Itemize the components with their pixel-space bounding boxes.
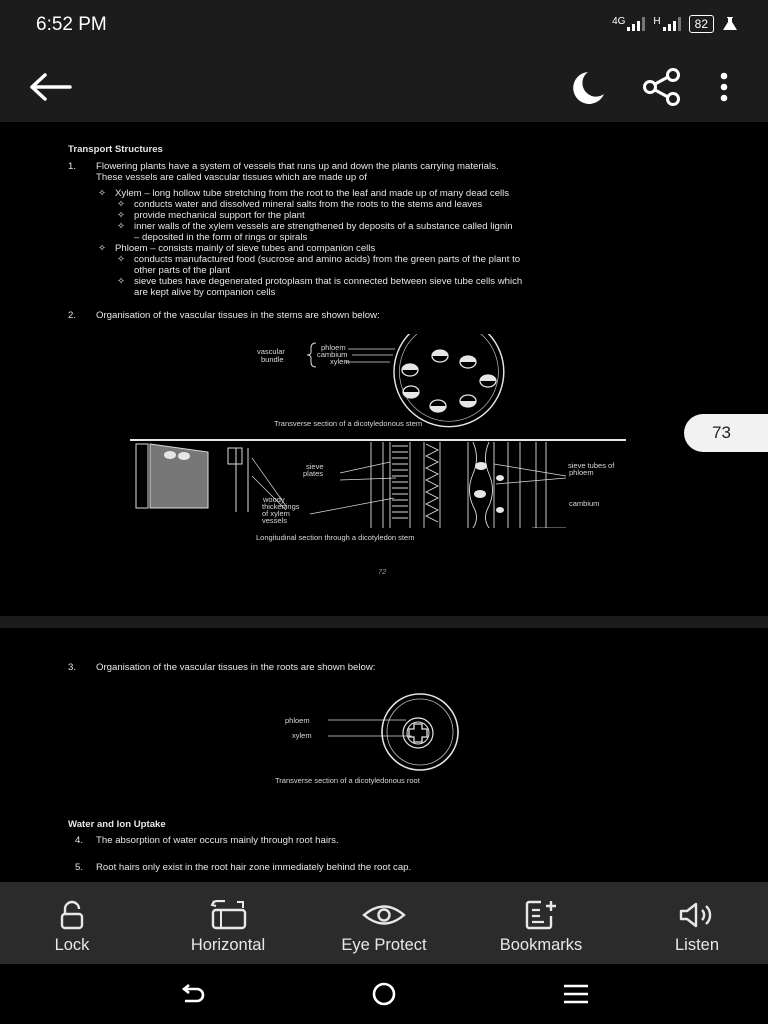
battery-icon [689,15,714,33]
bullet-diamond-icon: ✧ [117,199,126,210]
paragraph-line: The absorption of water occurs mainly through root hairs. [96,835,339,846]
sub-bullet-text: conducts manufactured food (sucrose and amino acids) from the green parts of the plant to [134,254,521,265]
document-page-72[interactable] [0,122,768,616]
back-arrow-icon [28,67,76,107]
listen-button[interactable] [627,882,767,964]
diagram-label: sieve tubes of [568,461,615,470]
stem-longitudinal-section-diagram [128,438,638,528]
bookmarks-label: Bookmarks [499,936,583,954]
eye-icon [361,900,407,930]
page-number: 72 [378,567,387,576]
nav-recents-icon [561,982,591,1006]
diagram-caption: Transverse section of a dicotyledonous root [275,776,420,785]
app-bar [0,52,768,122]
sub-bullet-text: inner walls of the xylem vessels are strengthened by deposits of a substance called lignin [134,221,513,232]
item-number: 5. [75,862,84,873]
item-number: 2. [68,310,77,321]
lock-label: Lock [54,936,90,954]
diagram-label: phloem [321,343,346,352]
bullet-diamond-icon: ✧ [117,210,126,221]
item-number: 4. [75,835,84,846]
sub-bullet-text: provide mechanical support for the plant [134,210,305,221]
paragraph-line: Organisation of the vascular tissues in the roots are shown below: [96,662,376,673]
diagram-label: xylem [330,357,350,366]
section-heading: Water and Ion Uptake [68,819,166,830]
current-page-badge[interactable]: 73 [684,414,768,452]
bullet-diamond-icon: ✧ [98,188,107,199]
listen-label: Listen [674,936,720,954]
diagram-label: vessels [262,516,288,525]
battery-level: 82 [694,17,708,31]
diagram-label: phloem [569,468,594,477]
horizontal-label: Horizontal [190,936,266,954]
sub-bullet-text: are kept alive by companion cells [134,287,276,298]
system-nav-bar [0,964,768,1024]
rotate-screen-icon [205,900,251,930]
status-icons [612,15,738,33]
share-icon [640,66,684,108]
diagram-label: bundle [261,355,284,364]
bullet-diamond-icon: ✧ [117,276,126,287]
network-type-label-2: H [653,15,661,27]
bullet-diamond-icon: ✧ [117,254,126,265]
signal-strength-icon [627,17,645,31]
nav-home-icon [369,982,399,1006]
diagram-caption: Transverse section of a dicotyledonous stem [274,419,423,428]
root-transverse-section-diagram [320,692,490,776]
horizontal-button[interactable] [158,882,298,964]
bookmarks-button[interactable] [471,882,611,964]
paragraph-line: Organisation of the vascular tissues in the stems are shown below: [96,310,380,321]
bullet-text: Xylem – long hollow tube stretching from the root to the leaf and made up of many dead cells [115,188,510,199]
paragraph-line: Root hairs only exist in the root hair zone immediately behind the root cap. [96,862,412,873]
paragraph-line: Flowering plants have a system of vessels that runs up and down the plants carrying materials. [96,161,499,172]
bullet-diamond-icon: ✧ [98,243,107,254]
sub-bullet-text: conducts water and dissolved mineral salts from the roots to the stems and leaves [134,199,483,210]
lock-button[interactable] [2,882,142,964]
item-number: 1. [68,161,77,172]
sub-bullet-text: other parts of the plant [134,265,230,276]
nav-back-button[interactable] [168,976,216,1012]
sub-bullet-text: sieve tubes have degenerated protoplasm that is connected between sieve tube cells which [134,276,523,287]
bullet-diamond-icon: ✧ [117,221,126,232]
eye-protect-button[interactable] [314,882,454,964]
sub-bullet-text: – deposited in the form of rings or spirals [134,232,308,243]
night-mode-button[interactable] [562,66,608,108]
flask-icon [722,16,738,32]
more-vertical-icon [710,66,738,108]
share-button[interactable] [640,66,684,108]
nav-home-button[interactable] [360,976,408,1012]
bookmark-add-icon [521,900,561,930]
more-options-button[interactable] [710,66,738,108]
paragraph-line: These vessels are called vascular tissues which are made up of [96,172,367,183]
diagram-label: woody [263,495,285,504]
stem-transverse-section-diagram [250,334,520,430]
lock-icon [54,900,90,930]
diagram-caption: Longitudinal section through a dicotyledon stem [256,533,415,542]
diagram-label: phloem [285,716,310,725]
document-page-73[interactable] [0,628,768,882]
signal-strength-icon-2 [663,17,681,31]
section-heading: Transport Structures [68,144,163,155]
diagram-label: thickenings [262,502,300,511]
network-type-label: 4G [612,15,626,27]
diagram-label: vascular [257,347,285,356]
item-number: 3. [68,662,77,673]
moon-icon [562,66,608,108]
diagram-label: of xylem [262,509,290,518]
speaker-icon [675,900,719,930]
reader-toolbar [0,882,768,964]
bullet-text: Phloem – consists mainly of sieve tubes and companion cells [115,243,376,254]
diagram-label: sieve [306,462,324,471]
diagram-label: xylem [292,731,312,740]
back-button[interactable] [28,67,76,107]
nav-recents-button[interactable] [552,976,600,1012]
diagram-label: cambium [569,499,600,508]
nav-back-icon [177,982,207,1006]
diagram-label: cambium [317,350,348,359]
diagram-label: plates [303,469,324,478]
status-bar [0,0,768,52]
eye-protect-label: Eye Protect [341,936,427,954]
page-divider [0,616,768,628]
status-time: 6:52 PM [36,14,107,35]
